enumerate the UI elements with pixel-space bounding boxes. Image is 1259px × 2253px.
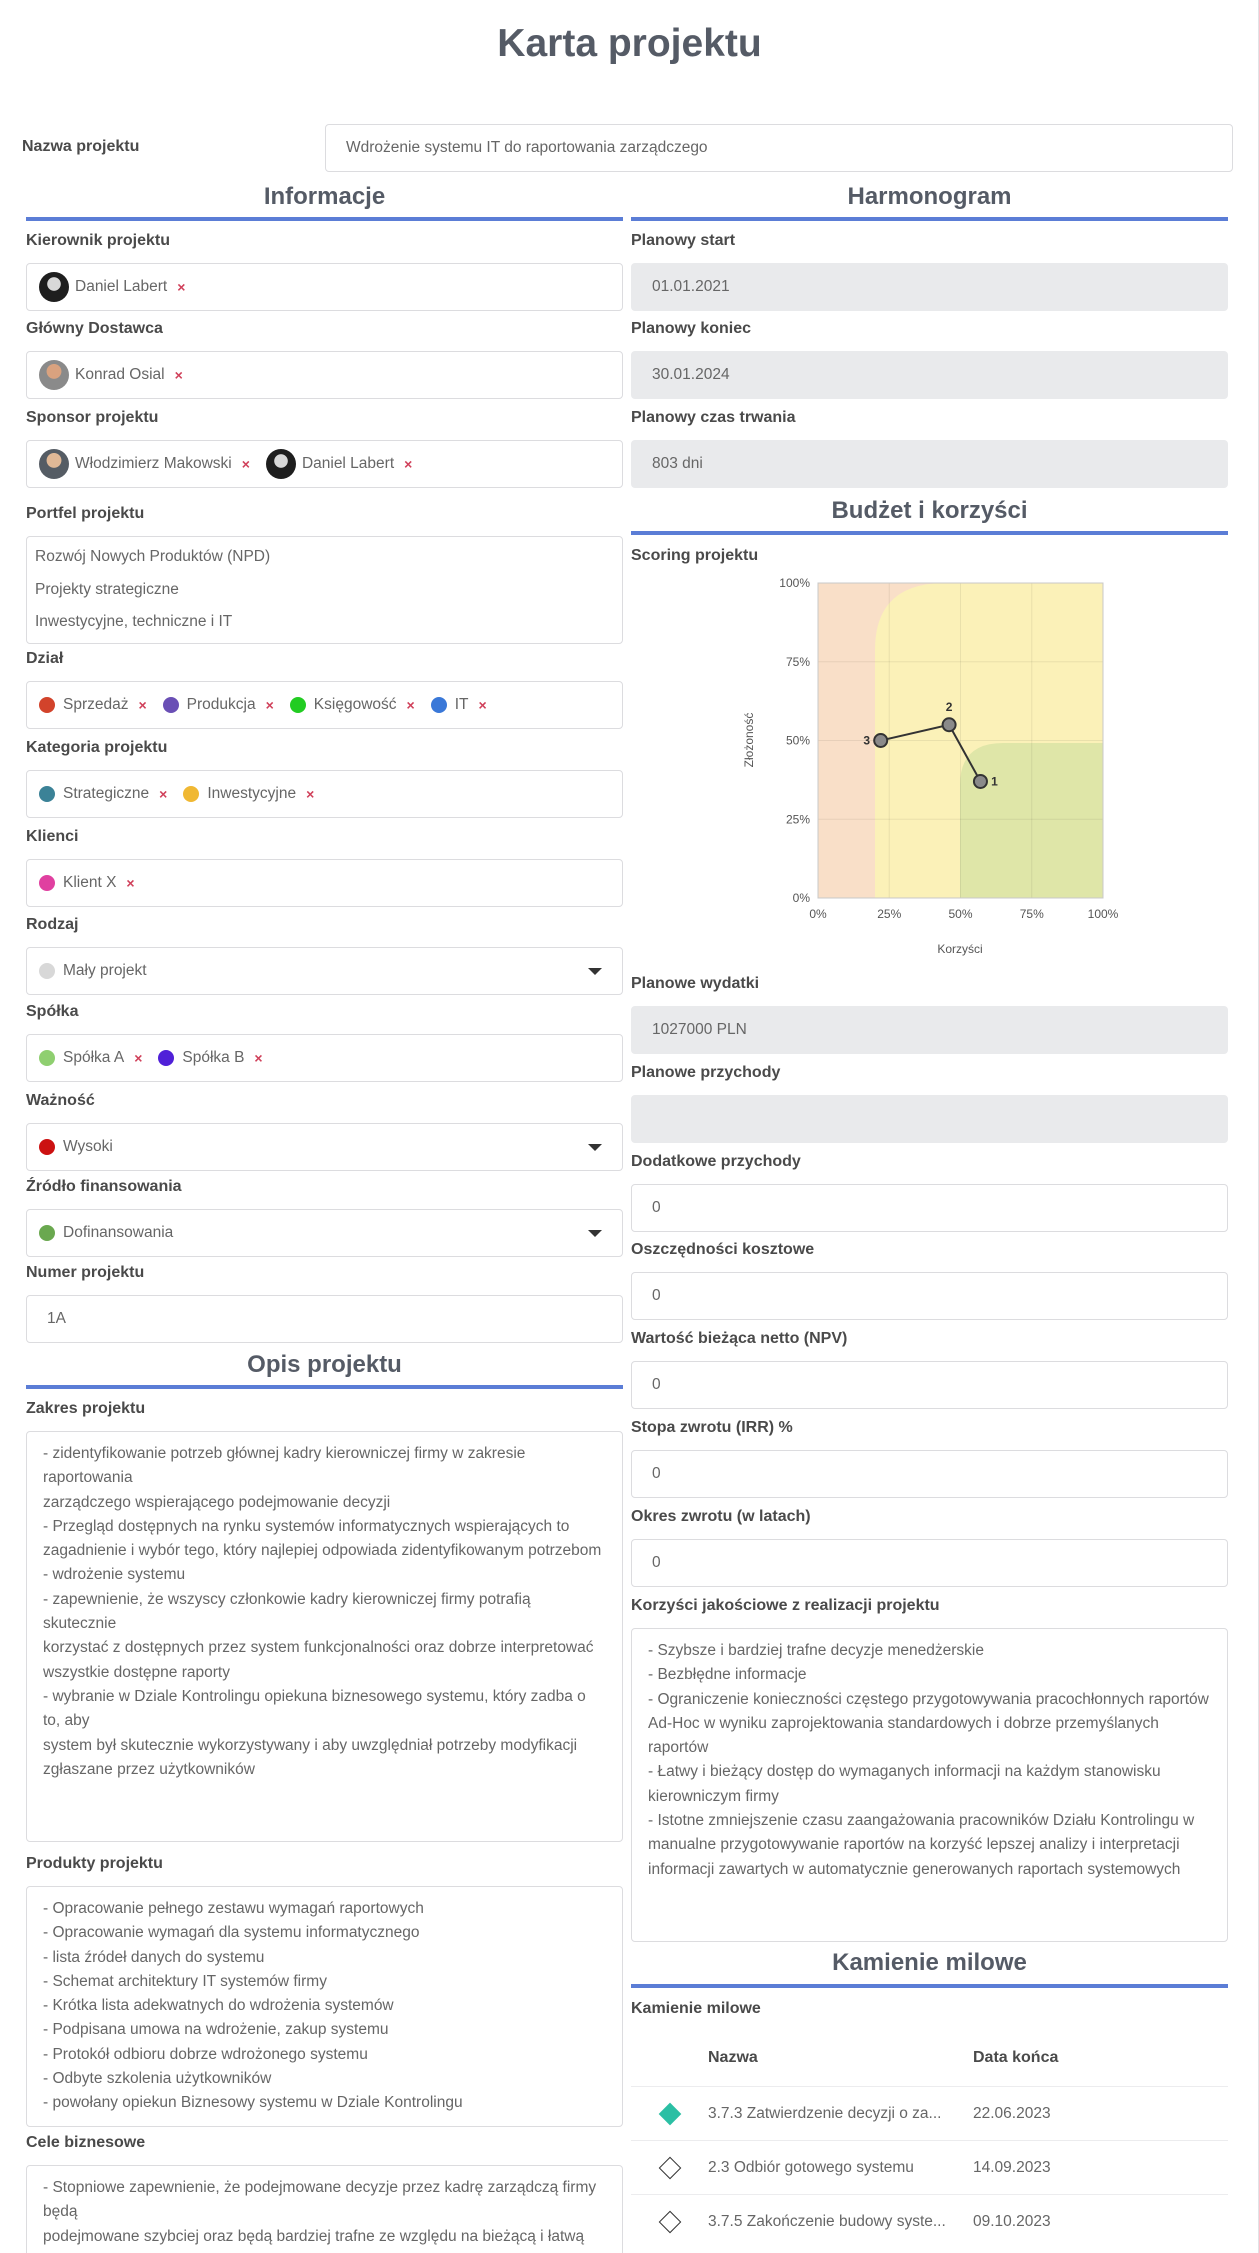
end-input: 30.01.2024: [631, 351, 1228, 399]
scoring-label: Scoring projektu: [631, 547, 759, 564]
manager-field: [26, 232, 623, 311]
text-line: manualne przygotowywanie raportów na korzyść lepszej analizy i interpretacji informacji zawartych w automatycznie generowanych raportach systemowych: [648, 1836, 1181, 1878]
milestone-diamond-icon: [658, 2156, 681, 2179]
chip-label: Spółka A: [63, 1049, 125, 1066]
portfolio-item[interactable]: Inwestycyjne, techniczne i IT: [35, 613, 233, 630]
section-info-rule: [26, 217, 623, 221]
person-chip: [39, 360, 183, 390]
section-milestones-title: Kamienie milowe: [832, 1949, 1027, 1976]
category-chip: [183, 785, 314, 803]
color-dot: [158, 1050, 174, 1066]
department-chip: [39, 696, 147, 714]
importance-value: [39, 1138, 113, 1156]
funding-value: [39, 1224, 173, 1242]
clients-field: [26, 828, 623, 907]
text-line: Ad-Hoc w wyniku zaprojektowania standardowych i dobrze przemyślanych raportów: [648, 1714, 1159, 1757]
remove-icon[interactable]: ×: [177, 279, 186, 295]
company-select[interactable]: [26, 1034, 623, 1082]
clients-label: Klienci: [26, 828, 79, 845]
chip-label: Inwestycyjne: [207, 785, 297, 802]
text-line: - Opracowanie wymagań dla systemu informatycznego: [43, 1924, 420, 1942]
section-budget-rule: [631, 531, 1228, 535]
milestone-name: 2.3 Odbiór gotowego systemu: [708, 2158, 914, 2176]
number-label: Numer projektu: [26, 1264, 145, 1281]
text-line: - Protokół odbioru dobrze wdrożonego systemu: [43, 2045, 368, 2063]
goals-textarea[interactable]: [26, 2165, 623, 2253]
text-line: podejmowane szybciej oraz będą bardziej trafne ze względu na bieżącą i łatwą: [43, 2227, 585, 2245]
color-dot: [183, 786, 199, 802]
x-tick-label: 100%: [1087, 907, 1119, 921]
department-chip: [290, 696, 415, 714]
savings-input[interactable]: 0: [631, 1272, 1228, 1320]
irr-label: Stopa zwrotu (IRR) %: [631, 1419, 793, 1436]
goals-label: Cele biznesowe: [26, 2134, 146, 2151]
expenses-field: [631, 975, 1228, 1054]
type-label: Rodzaj: [26, 916, 79, 933]
start-label: Planowy start: [631, 232, 736, 249]
color-dot: [39, 1139, 55, 1155]
dropdown-value: Mały projekt: [63, 962, 147, 979]
x-tick-label: 75%: [1019, 907, 1044, 921]
color-dot: [39, 1050, 55, 1066]
chip-label: Sprzedaż: [63, 696, 129, 713]
revenues-input: [631, 1095, 1228, 1143]
remove-icon[interactable]: ×: [306, 786, 315, 802]
text-line: wszystkie dostępne raporty: [43, 1663, 230, 1681]
y-tick-label: 100%: [779, 576, 810, 590]
milestone-date: 22.06.2023: [973, 2104, 1051, 2122]
portfolio-label: Portfel projektu: [26, 505, 145, 522]
type-field: [26, 916, 623, 995]
chip-label: Spółka B: [182, 1049, 245, 1066]
remove-icon[interactable]: ×: [265, 697, 274, 713]
goals-field: [26, 2134, 623, 2253]
remove-icon[interactable]: ×: [406, 697, 415, 713]
remove-icon[interactable]: ×: [254, 1050, 263, 1066]
y-tick-label: 0%: [792, 891, 810, 905]
chevron-down-icon[interactable]: [588, 1230, 602, 1237]
section-milestones-rule: [631, 1984, 1228, 1988]
qualitative-field: [631, 1597, 1228, 1942]
x-tick-label: 0%: [809, 907, 827, 921]
text-line: - Stopniowe zapewnienie, że podejmowane decyzje przez kadrę zarządczą firmy będą: [43, 2179, 597, 2221]
npv-field: [631, 1330, 1228, 1409]
text-line: - Ograniczenie konieczności częstego przygotowywania pracochłonnych raportów: [648, 1690, 1209, 1708]
department-chip: [431, 696, 487, 714]
portfolio-item[interactable]: Projekty strategiczne: [35, 580, 179, 598]
y-axis-label: Złożoność: [742, 712, 756, 768]
clients-select[interactable]: [26, 859, 623, 907]
score-point[interactable]: [943, 718, 956, 731]
y-tick-label: 25%: [785, 812, 810, 827]
person-chip: [39, 449, 250, 479]
savings-label: Oszczędności kosztowe: [631, 1241, 815, 1258]
company-label: Spółka: [26, 1003, 79, 1020]
y-tick-label: 75%: [785, 654, 810, 669]
text-line: - powołany opiekun Biznesowy systemu w Dziale Kontrolingu: [43, 2094, 463, 2112]
section-budget-title: Budżet i korzyści: [831, 497, 1028, 524]
text-line: zarządczego wspierającego podejmowanie decyzji: [43, 1493, 391, 1511]
x-axis-label: Korzyści: [937, 942, 983, 956]
color-dot: [39, 786, 55, 802]
text-line: - Łatwy i bieżący dostęp do wymaganych informacji na każdym stanowisku kierowniczym firmy: [648, 1763, 1161, 1805]
scope-label: Zakres projektu: [26, 1400, 146, 1417]
project-name-label: Nazwa projektu: [22, 138, 140, 155]
portfolio-field: [26, 505, 623, 644]
remove-icon[interactable]: ×: [126, 875, 135, 891]
milestone-name: 3.7.5 Zakończenie budowy syste...: [708, 2212, 946, 2230]
manager-select[interactable]: [26, 263, 623, 311]
sponsor-select[interactable]: [26, 440, 623, 488]
number-field: [26, 1264, 623, 1343]
end-field: [631, 320, 1228, 399]
payback-field: [631, 1508, 1228, 1587]
table-row[interactable]: [631, 2194, 1228, 2248]
score-point[interactable]: [974, 775, 987, 788]
chip-label: Produkcja: [186, 696, 256, 713]
chevron-down-icon[interactable]: [588, 1144, 602, 1151]
category-select[interactable]: [26, 770, 623, 818]
color-dot: [39, 875, 55, 891]
duration-input: 803 dni: [631, 440, 1228, 488]
supplier-label: Główny Dostawca: [26, 320, 163, 337]
text-line: - Bezbłędne informacje: [648, 1666, 807, 1684]
category-field: [26, 739, 623, 818]
department-field: [26, 650, 623, 729]
duration-field: [631, 409, 1228, 488]
funding-dropdown[interactable]: [26, 1209, 623, 1257]
payback-input[interactable]: 0: [631, 1539, 1228, 1587]
qualitative-label: Korzyści jakościowe z realizacji projektu: [631, 1597, 940, 1614]
scope-textarea[interactable]: [26, 1431, 623, 1842]
irr-field: [631, 1419, 1228, 1498]
avatar: [266, 449, 296, 479]
importance-label: Ważność: [26, 1092, 95, 1109]
table-row[interactable]: [631, 2086, 1228, 2140]
column-header-date[interactable]: Data końca: [973, 2049, 1059, 2066]
supplier-field: [26, 320, 623, 399]
text-line: - zapewnienie, że wszyscy członkowie kadry kierowniczej firmy potrafią skutecznie: [43, 1590, 531, 1633]
person-name: Daniel Labert: [75, 278, 168, 295]
page-title: Karta projektu: [497, 22, 762, 65]
type-value: [39, 962, 147, 980]
end-label: Planowy koniec: [631, 320, 752, 337]
funding-label: Źródło finansowania: [26, 1178, 182, 1195]
company-chip: [158, 1049, 262, 1067]
revenues-field: [631, 1064, 1228, 1143]
category-chip: [39, 785, 167, 803]
text-line: - wybranie w Dziale Kontrolingu opiekuna biznesowego systemu, który zadba o to, aby: [43, 1687, 586, 1730]
irr-input[interactable]: 0: [631, 1450, 1228, 1498]
person-chip: [266, 449, 412, 479]
text-line: - Odbyte szkolenia użytkowników: [43, 2070, 272, 2088]
department-chip: [163, 696, 274, 714]
portfolio-item[interactable]: Rozwój Nowych Produktów (NPD): [35, 548, 271, 565]
table-header: [631, 2030, 1228, 2086]
x-tick-label: 25%: [877, 907, 902, 921]
sponsor-label: Sponsor projektu: [26, 409, 159, 426]
section-schedule-rule: [631, 217, 1228, 221]
supplier-select[interactable]: [26, 351, 623, 399]
chip-label: Klient X: [63, 874, 117, 891]
department-label: Dział: [26, 650, 64, 667]
milestones-table: [631, 2030, 1228, 2248]
dropdown-value: Dofinansowania: [63, 1224, 174, 1241]
revenues-label: Planowe przychody: [631, 1064, 781, 1081]
remove-icon[interactable]: ×: [478, 697, 487, 713]
person-name: Konrad Osial: [75, 366, 165, 383]
remove-icon[interactable]: ×: [134, 1050, 143, 1066]
milestone-diamond-icon: [658, 2210, 681, 2233]
importance-dropdown[interactable]: [26, 1123, 623, 1171]
duration-label: Planowy czas trwania: [631, 409, 796, 426]
funding-field: [26, 1178, 623, 1257]
point-label: 1: [991, 774, 998, 789]
scope-field: [26, 1400, 623, 1842]
remove-icon[interactable]: ×: [174, 367, 183, 383]
column-header-name[interactable]: Nazwa: [708, 2049, 758, 2066]
additional-label: Dodatkowe przychody: [631, 1153, 801, 1170]
department-select[interactable]: [26, 681, 623, 729]
text-line: korzystać z dostępnych przez system funkcjonalności oraz dobrze interpretować: [43, 1639, 594, 1657]
color-dot: [39, 697, 55, 713]
client-chip: [39, 874, 135, 892]
additional-field: [631, 1153, 1228, 1232]
color-dot: [39, 963, 55, 979]
sponsor-field: [26, 409, 623, 488]
text-line: - Istotne zmniejszenie czasu zaangażowania pracowników Działu Kontrolingu w: [648, 1812, 1195, 1830]
type-dropdown[interactable]: [26, 947, 623, 995]
milestones-label: Kamienie milowe: [631, 2000, 761, 2017]
milestone-date: 09.10.2023: [973, 2212, 1051, 2230]
remove-icon[interactable]: ×: [404, 456, 413, 472]
chevron-down-icon[interactable]: [588, 968, 602, 975]
npv-input[interactable]: 0: [631, 1361, 1228, 1409]
start-field: [631, 232, 1228, 311]
remove-icon[interactable]: ×: [138, 697, 147, 713]
remove-icon[interactable]: ×: [159, 786, 168, 802]
start-input: 01.01.2021: [631, 263, 1228, 311]
text-line: - Podpisana umowa na wdrożenie, zakup systemu: [43, 2021, 389, 2039]
score-point[interactable]: [874, 734, 887, 747]
person-name: Włodzimierz Makowski: [75, 455, 232, 472]
company-chip: [39, 1049, 142, 1067]
color-dot: [163, 697, 179, 713]
npv-label: Wartość bieżąca netto (NPV): [631, 1330, 848, 1347]
additional-input[interactable]: 0: [631, 1184, 1228, 1232]
expenses-label: Planowe wydatki: [631, 975, 760, 992]
text-line: - zidentyfikowanie potrzeb głównej kadry kierowniczej firmy w zakresie raportowania: [43, 1445, 526, 1487]
text-line: - wdrożenie systemu: [43, 1566, 186, 1584]
point-label: 3: [863, 733, 871, 748]
products-field: [26, 1855, 623, 2127]
x-tick-label: 50%: [948, 907, 973, 921]
avatar: [39, 360, 69, 390]
savings-field: [631, 1241, 1228, 1320]
point-label: 2: [945, 699, 953, 714]
products-label: Produkty projektu: [26, 1855, 163, 1872]
section-info-title: Informacje: [263, 183, 386, 210]
category-label: Kategoria projektu: [26, 739, 168, 756]
avatar: [39, 449, 69, 479]
remove-icon[interactable]: ×: [241, 456, 250, 472]
avatar: [39, 272, 69, 302]
section-schedule-title: Harmonogram: [847, 183, 1012, 210]
number-input[interactable]: 1A: [26, 1295, 623, 1343]
company-field: [26, 1003, 623, 1082]
text-line: - Krótka lista adekwatnych do wdrożenia systemów: [43, 1997, 394, 2015]
text-line: - Opracowanie pełnego zestawu wymagań raportowych: [43, 1900, 424, 1917]
y-axis-ticks: [779, 576, 810, 905]
text-line: - Przegląd dostępnych na rynku systemów informatycznych wspierających to zagadnienie i wybór tego, który najlepiej odpowiada zidentyfikowanym potrzebom: [43, 1517, 602, 1560]
text-line: - Schemat architektury IT systemów firmy: [43, 1972, 327, 1990]
portfolio-list[interactable]: [26, 536, 623, 644]
table-row[interactable]: [631, 2140, 1228, 2194]
qualitative-textarea[interactable]: [631, 1628, 1228, 1942]
color-dot: [39, 1225, 55, 1241]
chip-label: Księgowość: [313, 696, 397, 713]
milestone-diamond-icon: [658, 2102, 681, 2125]
expenses-input: 1027000 PLN: [631, 1006, 1228, 1054]
x-axis-ticks: [809, 907, 1118, 921]
text-line: - Szybsze i bardziej trafne decyzje menedżerskie: [648, 1642, 984, 1659]
importance-field: [26, 1092, 623, 1171]
payback-label: Okres zwrotu (w latach): [631, 1508, 811, 1525]
person-name: Daniel Labert: [301, 455, 395, 472]
scoring-chart: [730, 570, 1130, 970]
milestone-name: 3.7.3 Zatwierdzenie decyzji o za...: [708, 2104, 942, 2122]
text-line: - lista źródeł danych do systemu: [43, 1948, 265, 1966]
y-tick-label: 50%: [785, 733, 810, 748]
milestone-date: 14.09.2023: [973, 2158, 1051, 2176]
text-line: system był skutecznie wykorzystywany i aby uwzględniał potrzeby modyfikacji zgłaszane przez użytkowników: [43, 1736, 578, 1778]
section-description-rule: [26, 1385, 623, 1389]
color-dot: [431, 697, 447, 713]
manager-label: Kierownik projektu: [26, 232, 171, 249]
chip-label: Strategiczne: [63, 785, 150, 802]
chip-label: IT: [454, 696, 469, 713]
section-description-title: Opis projektu: [247, 1351, 402, 1378]
dropdown-value: Wysoki: [63, 1138, 113, 1155]
person-chip: [39, 272, 185, 302]
products-textarea[interactable]: [26, 1886, 623, 2127]
project-name-input[interactable]: Wdrożenie systemu IT do raportowania zarządczego: [325, 124, 1233, 172]
color-dot: [290, 697, 306, 713]
